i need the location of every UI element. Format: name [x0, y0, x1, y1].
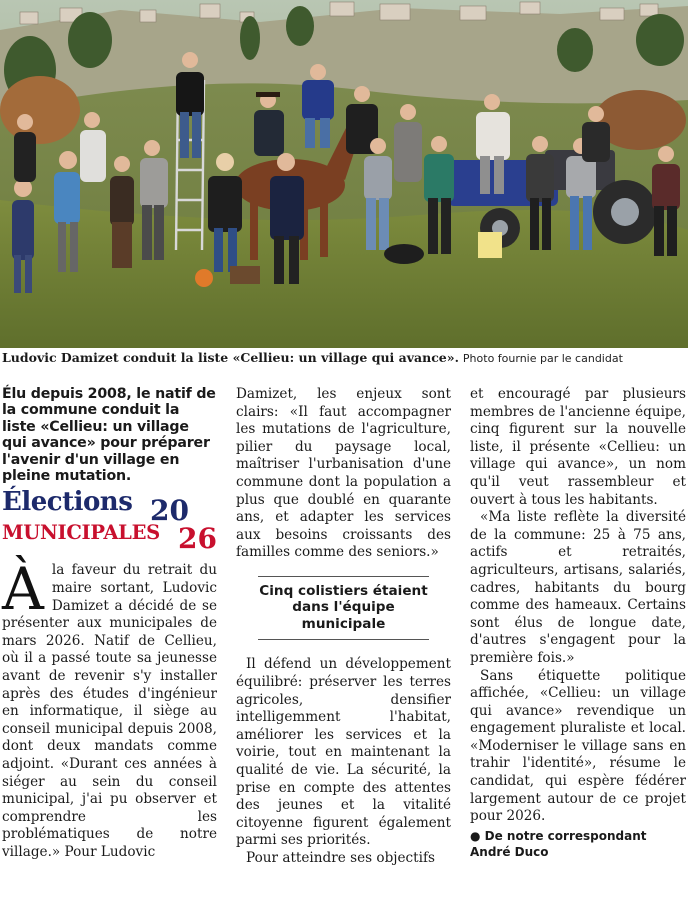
article-text: la faveur du retrait du maire sortant, Ludovic Damizet a décidé de se présenter aux municipales de mars 2026. Natif de Cellieu, où il a passé toute sa jeunesse avant de revenir s'y installer après des études d'ingénieur en informatique, il siège au conseil municipal depuis 2008, dont deux mandats comme adjoint. «Durant ces années à siéger au sein du conseil municipal, j'ai pu observer et comprendre les problématiques de notre village.» Pour Ludovic — [2, 562, 217, 860]
article-paragraph: Pour atteindre ses objectifs — [246, 849, 435, 866]
photo-credit: Photo fournie par le candidat — [462, 352, 623, 365]
article-paragraph: et encouragé par plusieurs membres de l'ancienne équipe, cinq figurent sur la nouvelle liste, il présente «Cellieu: un village qui avance», un nom qu'il veut rassembleur et ouvert à tous les habitants. — [470, 386, 686, 508]
elections-label: Élections — [2, 487, 133, 518]
year-part-26: 26 — [178, 522, 217, 551]
article-column-1 — [2, 386, 217, 862]
article-column-3 — [470, 386, 686, 860]
article-paragraph: Damizet, les enjeux sont clairs: «Il faut accompagner les mutations de l'agriculture, pilier du paysage local, maîtriser l'urbanisation d'une commune dont la population a plus que doublé en quarante ans, et adapter les services aux besoins croissants des familles comme des seniors.» — [236, 386, 451, 561]
article-paragraph: «Ma liste reflète la diversité de la commune: 25 à 75 ans, actifs et retraités, agriculteurs, artisans, salariés, cadres, habitants du bourg comme des hameaux. Certains sont élus de longue date, d'autres s'engagent pour la première fois.» — [470, 509, 686, 666]
article-subheading: Cinq colistiers étaient dans l'équipe municipale — [258, 576, 429, 641]
article-paragraph — [2, 555, 217, 861]
article-lead: Élu depuis 2008, le natif de la commune conduit la liste «Cellieu: un village qui avance» pour préparer l'avenir d'un village en pleine mutation. — [2, 386, 216, 485]
photo-caption — [2, 350, 686, 367]
elections-badge — [2, 487, 217, 551]
author-name: André Duco — [470, 844, 549, 859]
article-column-2 — [236, 386, 451, 868]
article-paragraph: Il défend un développement équilibré: préserver les terres agricoles, densifier intelligemment l'habitat, améliorer les services et la voirie, tout en maintenant la qualité de vie. La sécurité, la prise en compte des attentes des jeunes et la vitalité citoyenne figurent également parmi ses priorités. — [236, 656, 451, 849]
year-part-20: 20 — [150, 494, 189, 528]
municipales-label: MUNICIPALES — [2, 521, 160, 545]
group-photo — [0, 0, 688, 348]
signoff-prefix: ● De notre correspondant — [470, 828, 647, 843]
caption-text: Ludovic Damizet conduit la liste «Cellieu: un village qui avance». — [2, 350, 459, 365]
author-signoff — [470, 828, 686, 860]
year-2026-logo — [148, 494, 218, 550]
group-photo-illustration — [0, 0, 688, 348]
drop-cap: À — [2, 555, 44, 624]
article-paragraph: Sans étiquette politique affichée, «Cellieu: un village qui avance» revendique un engagement pluraliste et local. «Moderniser le village sans en trahir l'identité», résume le candidat, qui espère fédérer largement autour de ce projet pour 2026. — [470, 667, 686, 825]
